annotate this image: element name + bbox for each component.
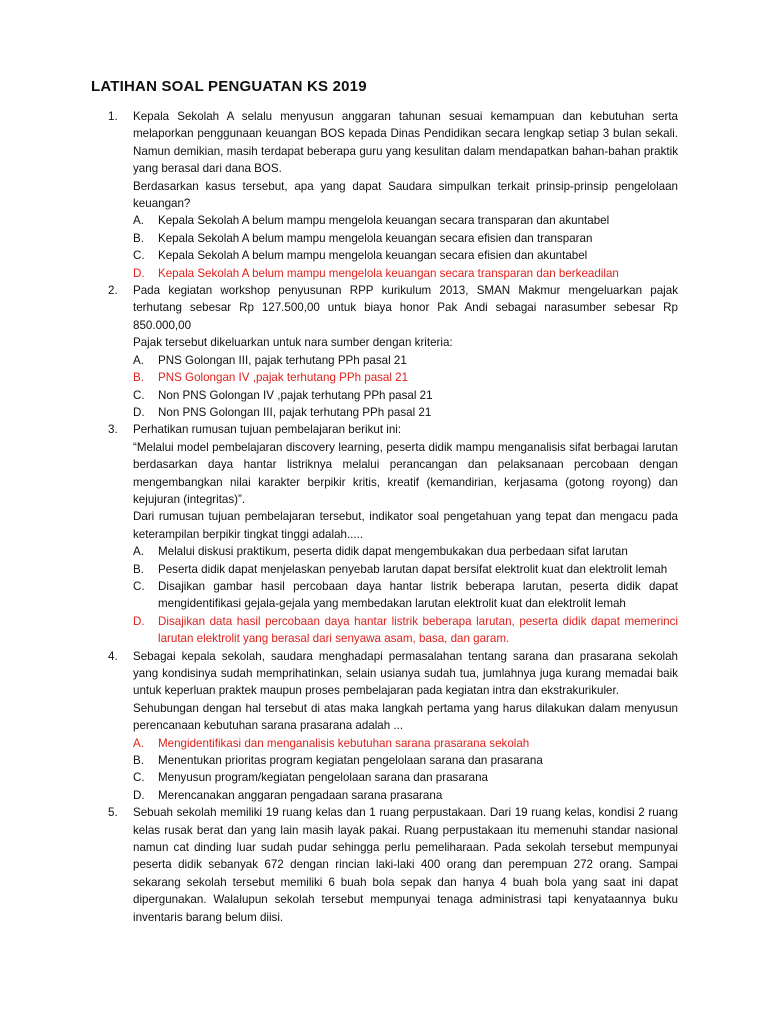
- question-2: [108, 282, 678, 421]
- option-d-answer: [133, 265, 678, 282]
- option-text: PNS Golongan IV ,pajak terhutang PPh pasal 21: [158, 371, 409, 385]
- option-letter: A.: [133, 736, 144, 750]
- question-stem: Sebuah sekolah memiliki 19 ruang kelas dan 1 ruang perpustakaan. Dari 19 ruang kelas, kondisi 2 ruang kelas rusak berat dan yang lain masih layak pakai. Ruang perpustakaan itu memenuhi standar nasional namun cat dinding luar sudah pudar sehingga perlu pemeliharaan. Pada sekolah tersebut mempunyai peserta didik sebanyak 672 dengan rincian laki-laki 400 orang dan perempuan 272 orang. Sampai sekarang sekolah tersebut memiliki 6 buah bola sepak dan hanya 4 buah bola yang saat ini dapat dipergunakan. Walalupun sekolah tersebut mempunyai tenaga administrasi tapi kenyataannya buku inventaris barang belum diisi.: [133, 806, 678, 924]
- option-text: Kepala Sekolah A belum mampu mengelola keuangan secara transparan dan akuntabel: [158, 214, 610, 228]
- question-intro: Perhatikan rumusan tujuan pembelajaran berikut ini:: [133, 423, 402, 437]
- option-letter: D.: [133, 788, 145, 802]
- question-stem: Sebagai kepala sekolah, saudara menghadapi permasalahan tentang sarana dan prasarana sekolah yang kondisinya sudah memprihatinkan, selain usianya sudah tua, jumlahnya juga kurang memadai baik untuk keperluan praktek maupun proses pembelajaran pada kegiatan intra dan ekstrakurikuler.: [133, 649, 678, 698]
- option-list: [133, 543, 678, 647]
- question-4: [108, 648, 678, 805]
- option-letter: D.: [133, 614, 145, 628]
- option-a: [133, 543, 678, 560]
- question-stem: Kepala Sekolah A selalu menyusun anggaran tahunan sesuai kemampuan dan kebutuhan serta melaporkan penggunaan keuangan BOS kepada Dinas Pendidikan secara lengkap setiap 3 bulan sekali. Namun demikian, masih terdapat beberapa guru yang kesulitan dalam mendapatkan bahan-bahan praktik yang berasal dari dana BOS.: [133, 110, 678, 176]
- option-list: [133, 212, 678, 282]
- question-3: [108, 421, 678, 647]
- question-1: [108, 108, 678, 282]
- option-text: Menentukan prioritas program kegiatan pengelolaan sarana dan prasarana: [158, 754, 543, 768]
- option-a: [133, 212, 678, 229]
- option-letter: C.: [133, 249, 145, 263]
- option-text: Mengidentifikasi dan menganalisis kebutuhan sarana prasarana sekolah: [158, 736, 530, 750]
- option-text: Melalui diskusi praktikum, peserta didik dapat mengembukakan dua perbedaan sifat larutan: [158, 545, 628, 559]
- question-prompt: Berdasarkan kasus tersebut, apa yang dapat Saudara simpulkan terkait prinsip-prinsip pengelolaan keuangan?: [133, 179, 678, 211]
- option-b-answer: [133, 369, 678, 386]
- option-text: Kepala Sekolah A belum mampu mengelola keuangan secara transparan dan berkeadilan: [158, 266, 619, 280]
- option-text: Menyusun program/kegiatan pengelolaan sarana dan prasarana: [158, 771, 489, 785]
- option-list: [133, 735, 678, 805]
- question-number: 3.: [108, 423, 118, 437]
- question-prompt: Sehubungan dengan hal tersebut di atas maka langkah pertama yang harus dilakukan dalam menyusun perencanaan kebutuhan sarana prasarana adalah ...: [133, 701, 678, 733]
- option-b: [133, 230, 678, 247]
- option-b: [133, 752, 678, 769]
- option-letter: A.: [133, 353, 144, 367]
- option-c: [133, 769, 678, 786]
- option-d: [133, 787, 678, 804]
- option-letter: D.: [133, 266, 145, 280]
- question-number: 2.: [108, 284, 118, 298]
- option-text: Disajikan data hasil percobaan daya hantar listrik beberapa larutan, peserta didik dapat memerinci larutan elektrolit yang berasal dari senyawa asam, basa, dan garam.: [158, 614, 678, 646]
- option-text: Kepala Sekolah A belum mampu mengelola keuangan secara efisien dan akuntabel: [158, 249, 588, 263]
- option-letter: C.: [133, 579, 145, 593]
- question-list: [108, 108, 678, 926]
- question-number: 1.: [108, 110, 118, 123]
- option-a: [133, 352, 678, 369]
- question-5: [108, 804, 678, 926]
- option-letter: B.: [133, 562, 144, 576]
- option-text: Non PNS Golongan IV ,pajak terhutang PPh pasal 21: [158, 388, 433, 402]
- option-letter: B.: [133, 754, 144, 768]
- option-letter: C.: [133, 771, 145, 785]
- option-text: Kepala Sekolah A belum mampu mengelola keuangan secara efisien dan transparan: [158, 231, 593, 245]
- option-text: Non PNS Golongan III, pajak terhutang PPh pasal 21: [158, 405, 432, 419]
- option-letter: D.: [133, 405, 145, 419]
- learning-objective-quote: “Melalui model pembelajaran discovery learning, peserta didik mampu menganalisis sifat berbagai larutan berdasarkan daya hantar listriknya melalui perancangan dan pelaksanaan percobaan dengan mengembangkan nilai karakter berpikir kritis, kreatif (kemandirian, kerjasama (gotong royong) dan kejujuran (integritas)”.: [133, 440, 678, 506]
- option-text: Disajikan gambar hasil percobaan daya hantar listrik beberapa larutan, peserta didik dapat mengidentifikasi gejala-gejala yang membedakan larutan elektrolit kuat dan elektrolit lemah: [158, 579, 678, 611]
- option-text: Merencanakan anggaran pengadaan sarana prasarana: [158, 788, 443, 802]
- option-letter: B.: [133, 371, 144, 385]
- option-letter: A.: [133, 214, 144, 228]
- question-stem: Pada kegiatan workshop penyusunan RPP kurikulum 2013, SMAN Makmur mengeluarkan pajak terhutang sebesar Rp 127.500,00 untuk biaya honor Pak Andi sebagai narasumber sebesar Rp 850.000,00: [133, 284, 678, 332]
- option-a-answer: [133, 735, 678, 752]
- option-text: PNS Golongan III, pajak terhutang PPh pasal 21: [158, 353, 407, 367]
- option-list: [133, 352, 678, 422]
- option-text: Peserta didik dapat menjelaskan penyebab larutan dapat bersifat elektrolit kuat dan elektrolit lemah: [158, 562, 668, 576]
- option-letter: C.: [133, 388, 145, 402]
- option-b: [133, 561, 678, 578]
- option-c: [133, 578, 678, 613]
- question-prompt: Dari rumusan tujuan pembelajaran tersebut, indikator soal pengetahuan yang tepat dan mengacu pada keterampilan berpikir tingkat tinggi adalah.....: [133, 510, 678, 541]
- question-number: 5.: [108, 806, 118, 820]
- question-number: 4.: [108, 649, 118, 663]
- option-d: [133, 404, 678, 421]
- document-title: LATIHAN SOAL PENGUATAN KS 2019: [91, 78, 367, 95]
- option-letter: A.: [133, 545, 144, 559]
- option-d-answer: [133, 613, 678, 648]
- option-c: [133, 387, 678, 404]
- option-c: [133, 247, 678, 264]
- question-prompt: Pajak tersebut dikeluarkan untuk nara sumber dengan kriteria:: [133, 336, 453, 350]
- option-letter: B.: [133, 231, 144, 245]
